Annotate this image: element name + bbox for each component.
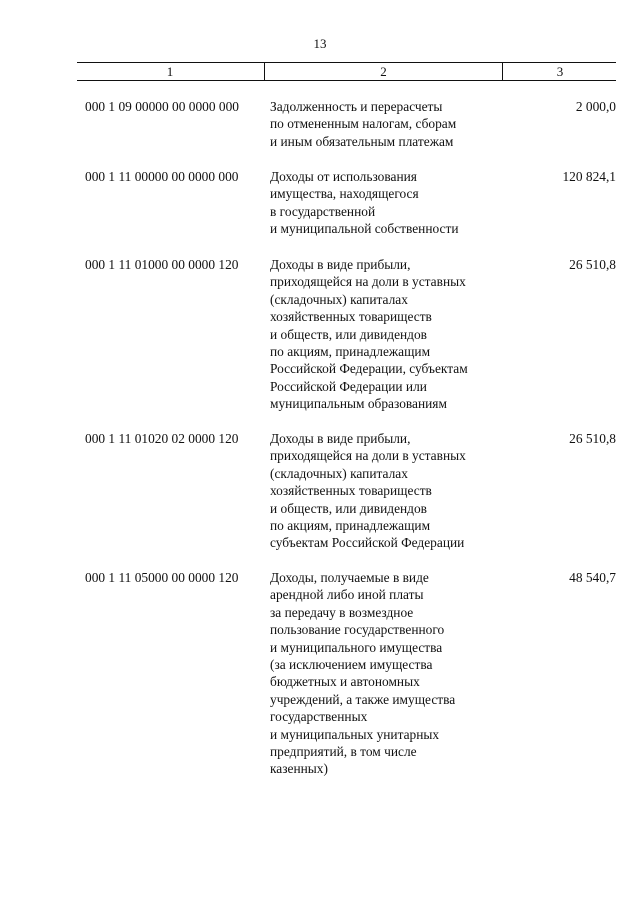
row-code: 000 1 11 01000 00 0000 120 <box>85 257 239 272</box>
row-amount: 2 000,0 <box>575 99 616 114</box>
row-code: 000 1 11 05000 00 0000 120 <box>85 570 239 585</box>
row-amount: 26 510,8 <box>569 431 616 446</box>
row-description: Доходы, получаемые в виде арендной либо иной платы за передачу в возмездное пользование государственного и муниципального имущества (за исключением имущества бюджетных и автономных учреждений, а также имущества государственных и муниципальных унитарных предприятий, в том числе казенных) <box>270 570 456 777</box>
row-code: 000 1 11 00000 00 0000 000 <box>85 169 239 184</box>
row-description: Доходы от использования имущества, находящегося в государственной и муниципальной собственности <box>270 169 459 237</box>
table-header <box>77 62 616 81</box>
row-amount: 26 510,8 <box>569 257 616 272</box>
page-number: 13 <box>313 36 327 51</box>
row-code: 000 1 11 01020 02 0000 120 <box>85 431 239 446</box>
row-description: Доходы в виде прибыли, приходящейся на доли в уставных (складочных) капиталах хозяйственных товариществ и обществ, или дивидендов по акциям, принадлежащим Российской Федерации, субъектам Российской Федерации или муниципальным образованиям <box>270 257 468 412</box>
header-col-3: 3 <box>502 63 617 80</box>
row-code: 000 1 09 00000 00 0000 000 <box>85 99 239 114</box>
row-amount: 48 540,7 <box>569 570 616 585</box>
row-amount: 120 824,1 <box>562 169 616 184</box>
header-col-2: 2 <box>264 63 502 80</box>
row-description: Задолженность и перерасчеты по отмененным налогам, сборам и иным обязательным платежам <box>270 99 457 149</box>
header-col-1: 1 <box>166 64 174 79</box>
row-description: Доходы в виде прибыли, приходящейся на доли в уставных (складочных) капиталах хозяйственных товариществ и обществ, или дивидендов по акциям, принадлежащим субъектам Российской Федерации <box>270 431 466 551</box>
